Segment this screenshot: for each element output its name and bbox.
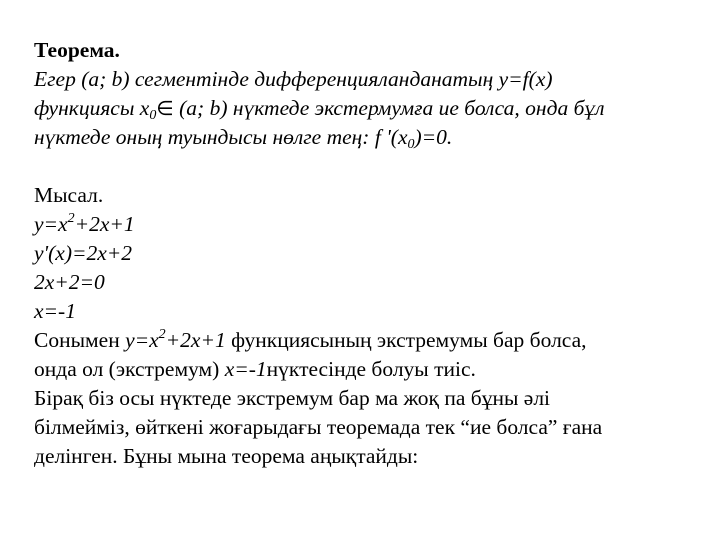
inline-math-point: x=-1 xyxy=(224,357,267,381)
theorem-line-3 xyxy=(34,123,694,152)
inline-math-end: +2x+1 xyxy=(165,328,226,352)
conclusion-line-2 xyxy=(34,355,694,384)
inline-math-function xyxy=(125,328,226,352)
subscript-zero: 0 xyxy=(149,108,157,123)
superscript-two: 2 xyxy=(67,211,75,226)
conclusion-line-2-end: нүктесінде болуы тиіс. xyxy=(266,357,476,381)
theorem-line-1 xyxy=(34,65,694,94)
spacer xyxy=(34,152,694,181)
conclusion-line-5: делінген. Бұны мына теорема аңықтайды: xyxy=(34,444,419,468)
superscript-two: 2 xyxy=(158,327,166,342)
example-title: Мысал. xyxy=(34,183,104,207)
equation-1-end: +2x+1 xyxy=(74,212,135,236)
theorem-line-3-start: нүктеде оның туындысы нөлге тең: f '(x xyxy=(34,125,408,149)
example-equation-2: y'(x)=2x+2 xyxy=(34,241,133,265)
example-equation-3: 2x+2=0 xyxy=(34,270,105,294)
element-of-symbol: ∈ xyxy=(156,96,174,120)
conclusion-line-2-start: онда ол (экстремум) xyxy=(34,357,225,381)
conclusion-line-1 xyxy=(34,326,694,355)
conclusion-line-4: білмейміз, өйткені жоғарыдағы теоремада тек “ие болса” ғана xyxy=(34,415,603,439)
conclusion-line-1-start: Сонымен xyxy=(34,328,126,352)
theorem-line-2-end: (a; b) нүктеде экстермумға ие болса, онда бұл xyxy=(173,96,605,120)
inline-math-start: y=x xyxy=(125,328,159,352)
theorem-line-1-text: Егер (a; b) сегментінде дифференцияланданатың y=f(x) xyxy=(34,67,553,91)
slide-content xyxy=(34,36,694,471)
theorem-title: Теорема. xyxy=(34,38,120,62)
example-equation-4: x=-1 xyxy=(34,299,76,323)
equation-1-start: y=x xyxy=(34,212,68,236)
theorem-line-2-start: функциясы x xyxy=(34,96,150,120)
conclusion-line-3: Бірақ біз осы нүктеде экстремум бар ма жоқ па бұны әлі xyxy=(34,386,551,410)
theorem-line-3-end: )=0. xyxy=(414,125,453,149)
conclusion-line-1-end: функциясының экстремумы бар болса, xyxy=(225,328,587,352)
theorem-line-2 xyxy=(34,94,694,123)
subscript-zero: 0 xyxy=(407,137,415,152)
example-equation-1 xyxy=(34,210,694,239)
